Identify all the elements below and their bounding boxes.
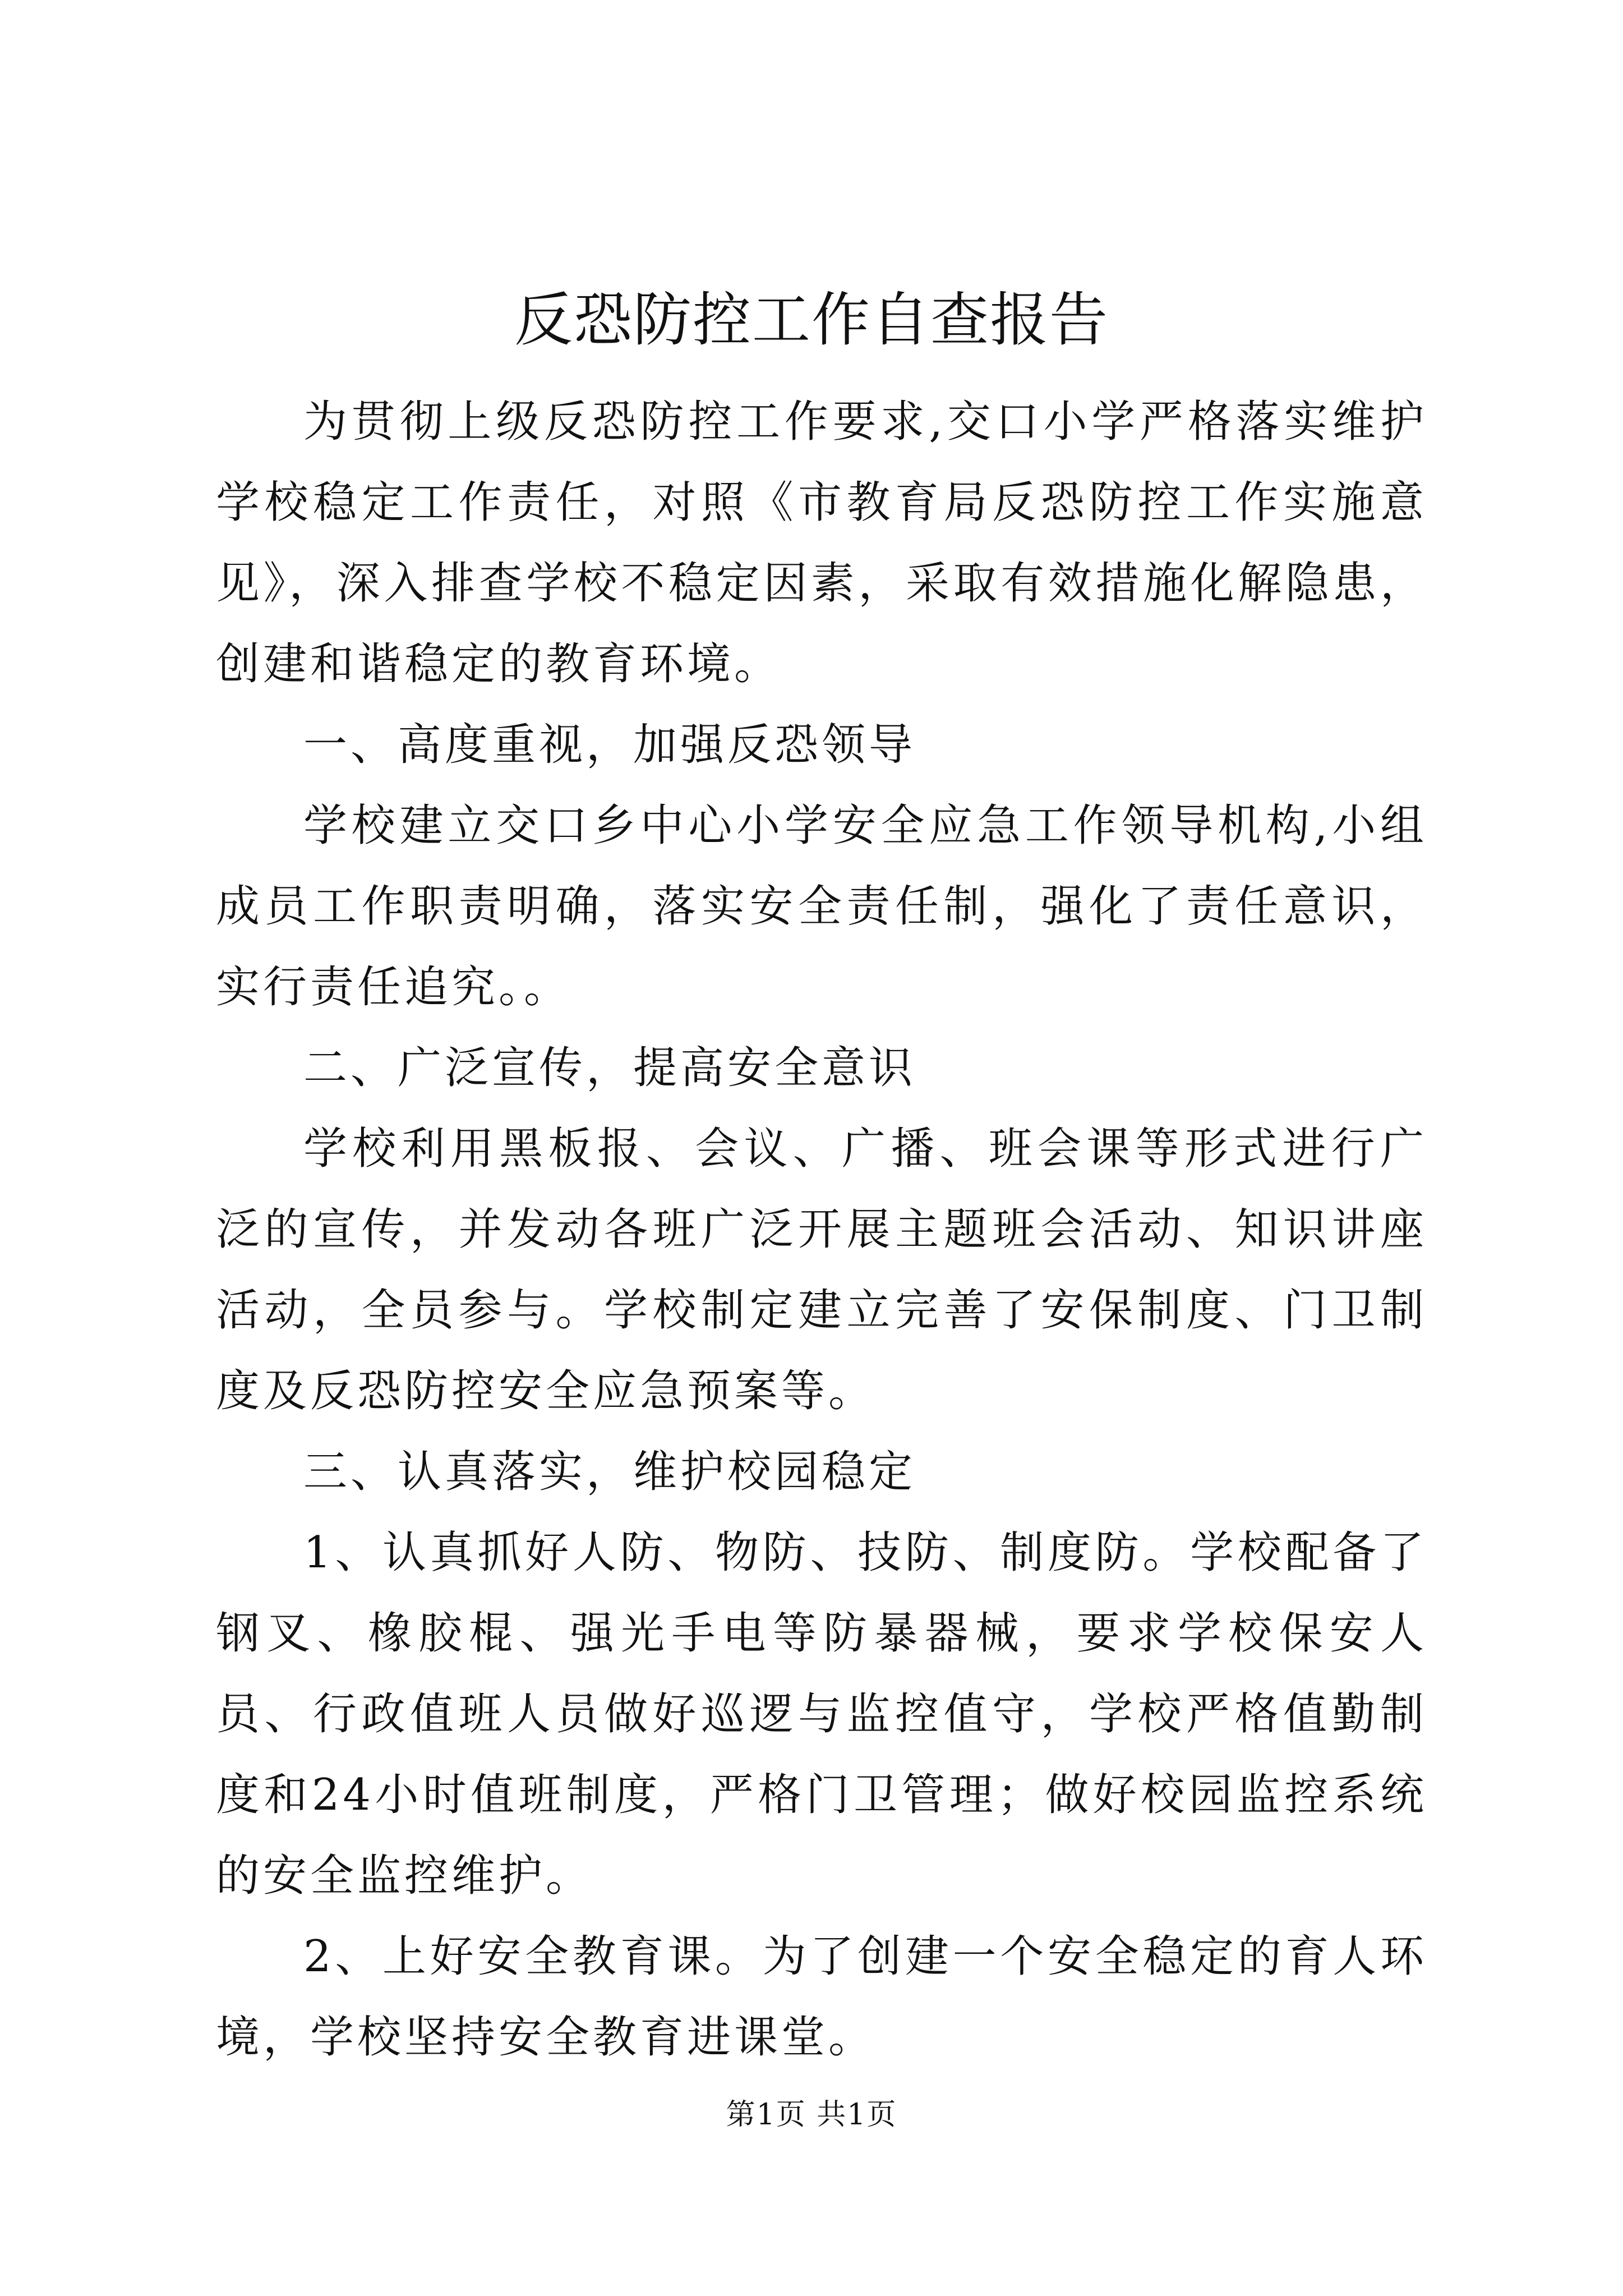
section-3-item-2: 2、上好安全教育课。为了创建一个安全稳定的育人环境，学校坚持安全教育进课堂。 xyxy=(216,1931,1427,2063)
section-3-item-1: 1、认真抓好人防、物防、技防、制度防。学校配备了钢叉、橡胶棍、强光手电等防暴器械，要求学校保安人员、行政值班人员做好巡逻与监控值守，学校严格值勤制度和24小时值班制度，严格门卫管理；做好校园监控系统的安全监控维护。 xyxy=(216,1527,1427,1901)
document-title: 反恐防控工作自查报告 xyxy=(514,286,1109,354)
intro-paragraph: 为贯彻上级反恐防控工作要求,交口小学严格落实维护学校稳定工作责任，对照《市教育局反恐防控工作实施意见》，深入排查学校不稳定因素，采取有效措施化解隐患，创建和谐稳定的教育环境。 xyxy=(216,397,1427,689)
section-heading-2: 二、广泛宣传，提高安全意识 xyxy=(303,1043,916,1093)
document-body xyxy=(216,381,1427,2078)
section-1-paragraph: 学校建立交口乡中心小学安全应急工作领导机构,小组成员工作职责明确，落实安全责任制，强化了责任意识，实行责任追究。。 xyxy=(216,800,1427,1013)
page-number-footer: 第1页 共1页 xyxy=(726,2098,897,2132)
section-2-paragraph: 学校利用黑板报、会议、广播、班会课等形式进行广泛的宣传，并发动各班广泛开展主题班会活动、知识讲座活动，全员参与。学校制定建立完善了安保制度、门卫制度及反恐防控安全应急预案等。 xyxy=(216,1124,1427,1416)
section-heading-1: 一、高度重视，加强反恐领导 xyxy=(303,720,916,770)
section-heading-3: 三、认真落实，维护校园稳定 xyxy=(303,1447,916,1497)
